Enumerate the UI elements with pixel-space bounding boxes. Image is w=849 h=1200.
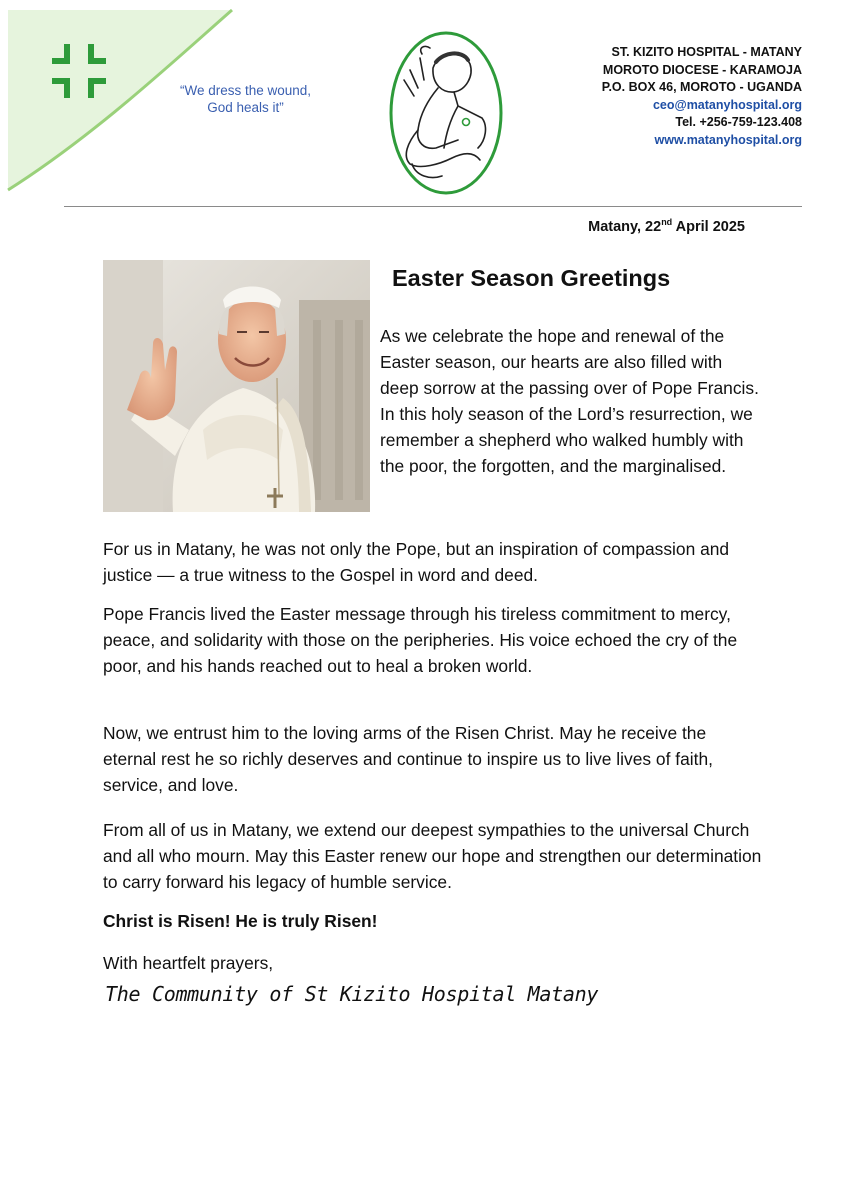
hospital-oval-emblem xyxy=(388,30,504,196)
paragraph-5: From all of us in Matany, we extend our deepest sympathies to the universal Church and all who mourn. May this Easter renew our hope and strengthen our determination to carry forward his legacy of humble service. xyxy=(103,820,762,892)
phone-number: Tel. +256-759-123.408 xyxy=(675,115,802,130)
easter-proclamation: Christ is Risen! He is truly Risen! xyxy=(103,911,378,931)
paragraph-3: Pope Francis lived the Easter message through his tireless commitment to mercy, peace, and solidarity with those on the peripheries. His voice echoed the cry of the poor, and his hands reached out to heal a broken world. xyxy=(103,604,738,676)
address-line-2: MOROTO DIOCESE - KARAMOJA xyxy=(602,62,802,77)
hospital-motto xyxy=(168,82,323,116)
closing-line: With heartfelt prayers, xyxy=(103,953,274,973)
letter-title: Easter Season Greetings xyxy=(392,265,671,291)
paragraph-1: As we celebrate the hope and renewal of the Easter season, our hearts are also filled with deep sorrow at the passing over of Pope Francis. In this holy season of the Lord’s resurrection, we remember a shepherd who walked humbly with the poor, the forgotten, and the marginalised. xyxy=(380,326,759,476)
address-line-1: ST. KIZITO HOSPITAL - MATANY xyxy=(611,45,802,59)
website-link[interactable]: www.matanyhospital.org xyxy=(654,132,802,147)
letter-date xyxy=(588,217,745,235)
email-link[interactable]: ceo@matanyhospital.org xyxy=(652,97,802,112)
signature: The Community of St Kizito Hospital Matany xyxy=(105,982,599,1006)
hospital-address-block xyxy=(602,44,802,150)
paragraph-2: For us in Matany, he was not only the Pope, but an inspiration of compassion and justice — a true witness to the Gospel in word and deed. xyxy=(103,539,730,585)
motto-line-2: God heals it” xyxy=(207,100,284,115)
address-line-3: P.O. BOX 46, MOROTO - UGANDA xyxy=(601,80,802,95)
paragraph-4: Now, we entrust him to the loving arms of the Risen Christ. May he receive the eternal rest he so richly deserves and continue to inspire us to live lives of faith, service, and love. xyxy=(103,723,713,795)
date-rest: April 2025 xyxy=(672,218,745,235)
date-prefix: Matany, 22 xyxy=(588,218,662,235)
date-ordinal: nd xyxy=(661,217,673,227)
pope-francis-photo xyxy=(103,260,370,512)
motto-line-1: “We dress the wound, xyxy=(179,83,312,98)
header-divider xyxy=(64,206,802,207)
